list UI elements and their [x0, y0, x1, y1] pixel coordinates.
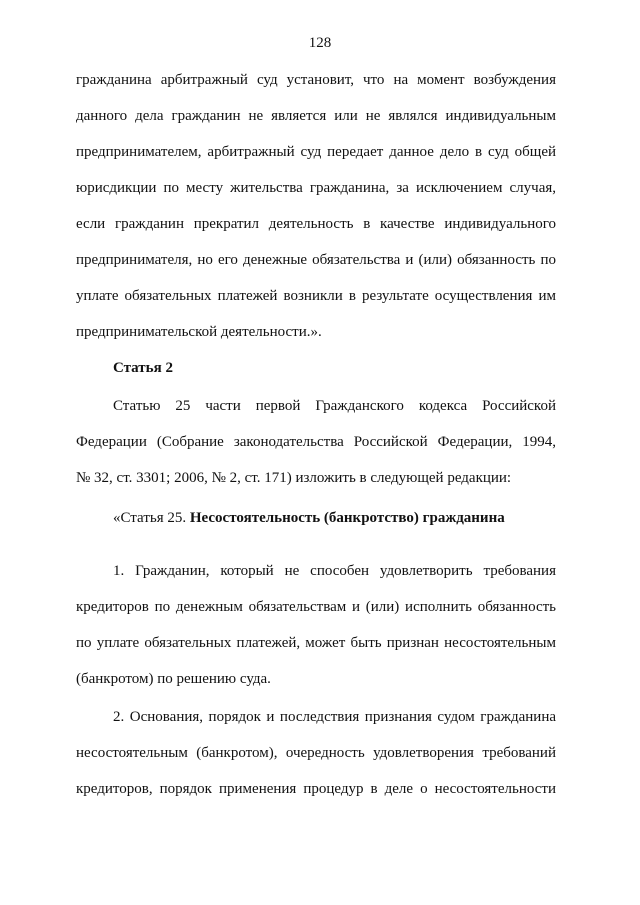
text-line: юрисдикции по месту жительства гражданина, за исключением случая, — [76, 180, 556, 196]
text-line: кредиторов по денежным обязательствам и (или) исполнить обязанность — [76, 599, 556, 615]
article-25-title: Несостоятельность (банкротство) гражданина — [189, 510, 505, 526]
article-25-prefix: «Статья 25. — [113, 510, 190, 526]
text-line: предпринимательской деятельности.». — [76, 324, 322, 340]
page-number: 128 — [308, 35, 332, 51]
text-line: кредиторов, порядок применения процедур в деле о несостоятельности — [76, 781, 556, 797]
text-line: (банкротом) по решению суда. — [76, 671, 271, 687]
text-line: 1. Гражданин, который не способен удовлетворить требования — [113, 563, 556, 579]
text-line: несостоятельным (банкротом), очередность удовлетворения требований — [76, 745, 556, 761]
text-line: предпринимателем, арбитражный суд передает данное дело в суд общей — [76, 144, 556, 160]
text-line: № 32, ст. 3301; 2006, № 2, ст. 171) изложить в следующей редакции: — [76, 470, 512, 486]
text-line: 2. Основания, порядок и последствия признания судом гражданина — [113, 709, 556, 725]
text-line: если гражданин прекратил деятельность в качестве индивидуального — [76, 216, 556, 232]
article-25-heading — [113, 509, 556, 527]
text-line: предпринимателя, но его денежные обязательства и (или) обязанность по — [76, 252, 556, 268]
text-line: Федерации (Собрание законодательства Российской Федерации, 1994, — [76, 434, 556, 450]
article-heading: Статья 2 — [113, 360, 173, 376]
text-line: Статью 25 части первой Гражданского кодекса Российской — [113, 398, 556, 414]
text-line: уплате обязательных платежей возникли в результате осуществления им — [76, 288, 556, 304]
text-line: данного дела гражданин не является или не являлся индивидуальным — [76, 108, 556, 124]
text-line: гражданина арбитражный суд установит, что на момент возбуждения — [76, 72, 556, 88]
text-line: по уплате обязательных платежей, может быть признан несостоятельным — [76, 635, 556, 651]
